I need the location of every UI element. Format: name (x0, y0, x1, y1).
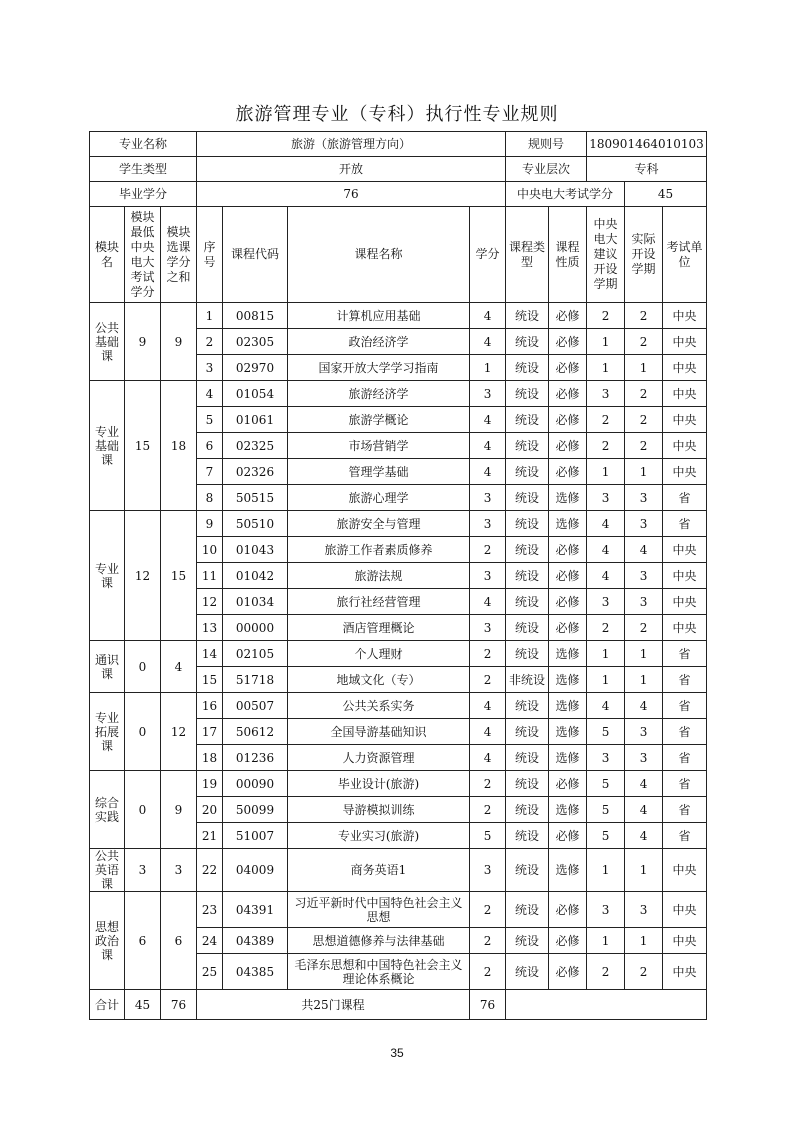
course-type: 统设 (506, 693, 549, 719)
header-actual: 实际开设学期 (625, 207, 663, 303)
course-row (90, 849, 707, 892)
course-nature: 必修 (549, 433, 587, 459)
course-type: 统设 (506, 329, 549, 355)
rule-no-value: 180901464010103 (587, 132, 707, 157)
course-name: 管理学基础 (288, 459, 470, 485)
course-seq: 3 (197, 355, 223, 381)
course-credit: 2 (470, 797, 506, 823)
course-nature: 选修 (549, 485, 587, 511)
course-nature: 必修 (549, 381, 587, 407)
course-exam-unit: 中央 (663, 355, 707, 381)
course-actual-term: 1 (625, 459, 663, 485)
course-name: 导游模拟训练 (288, 797, 470, 823)
course-nature: 必修 (549, 355, 587, 381)
course-code: 51718 (223, 667, 288, 693)
course-seq: 25 (197, 954, 223, 990)
course-suggested-term: 2 (587, 433, 625, 459)
course-suggested-term: 3 (587, 381, 625, 407)
course-exam-unit: 省 (663, 485, 707, 511)
course-actual-term: 4 (625, 823, 663, 849)
module-name-major-basic: 专业基础课 (90, 381, 125, 511)
course-exam-unit: 中央 (663, 615, 707, 641)
course-suggested-term: 4 (587, 563, 625, 589)
module-name-extension: 专业拓展课 (90, 693, 125, 771)
course-name: 旅游安全与管理 (288, 511, 470, 537)
module-name-public-basic: 公共基础课 (90, 303, 125, 381)
course-exam-unit: 省 (663, 771, 707, 797)
course-nature: 必修 (549, 892, 587, 928)
module-elective-sum: 9 (161, 771, 197, 849)
course-seq: 6 (197, 433, 223, 459)
course-type: 统设 (506, 537, 549, 563)
course-suggested-term: 1 (587, 355, 625, 381)
header-nature: 课程性质 (549, 207, 587, 303)
course-type: 统设 (506, 433, 549, 459)
course-actual-term: 1 (625, 928, 663, 954)
course-exam-unit: 省 (663, 511, 707, 537)
course-suggested-term: 1 (587, 329, 625, 355)
course-code: 50510 (223, 511, 288, 537)
student-type-label: 学生类型 (90, 157, 197, 182)
course-suggested-term: 2 (587, 407, 625, 433)
header-name: 课程名称 (288, 207, 470, 303)
total-blank (506, 990, 707, 1020)
course-code: 02326 (223, 459, 288, 485)
course-type: 统设 (506, 407, 549, 433)
course-exam-unit: 中央 (663, 563, 707, 589)
course-name: 旅游经济学 (288, 381, 470, 407)
course-seq: 13 (197, 615, 223, 641)
credits-value: 76 (197, 182, 506, 207)
course-credit: 3 (470, 563, 506, 589)
course-actual-term: 1 (625, 355, 663, 381)
course-code: 01061 (223, 407, 288, 433)
course-name: 国家开放大学学习指南 (288, 355, 470, 381)
course-code: 02970 (223, 355, 288, 381)
course-suggested-term: 2 (587, 954, 625, 990)
course-name: 酒店管理概论 (288, 615, 470, 641)
central-exam-label: 中央电大考试学分 (506, 182, 625, 207)
course-exam-unit: 中央 (663, 303, 707, 329)
course-seq: 14 (197, 641, 223, 667)
course-nature: 选修 (549, 693, 587, 719)
course-credit: 2 (470, 537, 506, 563)
course-code: 01236 (223, 745, 288, 771)
course-code: 00815 (223, 303, 288, 329)
course-seq: 11 (197, 563, 223, 589)
course-name: 地域文化（专） (288, 667, 470, 693)
module-min-central: 3 (125, 849, 161, 892)
course-exam-unit: 中央 (663, 537, 707, 563)
course-type: 统设 (506, 719, 549, 745)
course-seq: 17 (197, 719, 223, 745)
header-module: 模块名 (90, 207, 125, 303)
course-credit: 2 (470, 892, 506, 928)
course-seq: 23 (197, 892, 223, 928)
course-code: 51007 (223, 823, 288, 849)
course-type: 统设 (506, 355, 549, 381)
course-exam-unit: 省 (663, 719, 707, 745)
course-credit: 3 (470, 849, 506, 892)
course-actual-term: 1 (625, 641, 663, 667)
course-actual-term: 2 (625, 954, 663, 990)
major-label: 专业名称 (90, 132, 197, 157)
module-name-practice: 综合实践 (90, 771, 125, 849)
course-code: 50515 (223, 485, 288, 511)
course-type: 统设 (506, 954, 549, 990)
course-seq: 12 (197, 589, 223, 615)
course-credit: 2 (470, 928, 506, 954)
course-exam-unit: 中央 (663, 329, 707, 355)
course-actual-term: 3 (625, 511, 663, 537)
course-credit: 4 (470, 407, 506, 433)
course-credit: 4 (470, 433, 506, 459)
course-actual-term: 2 (625, 381, 663, 407)
course-name: 旅游法规 (288, 563, 470, 589)
module-min-central: 12 (125, 511, 161, 641)
course-suggested-term: 1 (587, 459, 625, 485)
course-name: 毛泽东思想和中国特色社会主义理论体系概论 (288, 954, 470, 990)
course-actual-term: 4 (625, 797, 663, 823)
course-name: 全国导游基础知识 (288, 719, 470, 745)
course-code: 01034 (223, 589, 288, 615)
course-type: 统设 (506, 589, 549, 615)
course-type: 统设 (506, 459, 549, 485)
course-code: 02305 (223, 329, 288, 355)
course-name: 专业实习(旅游) (288, 823, 470, 849)
course-credit: 2 (470, 771, 506, 797)
course-suggested-term: 1 (587, 928, 625, 954)
module-elective-sum: 4 (161, 641, 197, 693)
course-name: 旅行社经营管理 (288, 589, 470, 615)
course-row (90, 641, 707, 667)
course-exam-unit: 省 (663, 667, 707, 693)
header-min-central: 模块最低中央电大考试学分 (125, 207, 161, 303)
course-suggested-term: 2 (587, 615, 625, 641)
course-actual-term: 3 (625, 485, 663, 511)
course-name: 政治经济学 (288, 329, 470, 355)
total-label: 合计 (90, 990, 125, 1020)
course-type: 统设 (506, 303, 549, 329)
module-elective-sum: 15 (161, 511, 197, 641)
course-credit: 3 (470, 381, 506, 407)
course-suggested-term: 5 (587, 771, 625, 797)
course-actual-term: 1 (625, 849, 663, 892)
course-seq: 22 (197, 849, 223, 892)
course-type: 统设 (506, 771, 549, 797)
info-row-type (90, 157, 707, 182)
course-seq: 21 (197, 823, 223, 849)
course-row (90, 771, 707, 797)
course-credit: 5 (470, 823, 506, 849)
course-nature: 选修 (549, 719, 587, 745)
module-elective-sum: 12 (161, 693, 197, 771)
info-row-credits (90, 182, 707, 207)
course-credit: 3 (470, 485, 506, 511)
course-type: 统设 (506, 381, 549, 407)
course-nature: 必修 (549, 459, 587, 485)
course-name: 商务英语1 (288, 849, 470, 892)
course-type: 非统设 (506, 667, 549, 693)
course-exam-unit: 中央 (663, 928, 707, 954)
course-nature: 必修 (549, 928, 587, 954)
course-nature: 必修 (549, 823, 587, 849)
course-type: 统设 (506, 823, 549, 849)
course-row (90, 303, 707, 329)
total-courses: 共25门课程 (197, 990, 470, 1020)
course-name: 思想道德修养与法律基础 (288, 928, 470, 954)
course-nature: 必修 (549, 954, 587, 990)
central-exam-value: 45 (625, 182, 707, 207)
course-credit: 3 (470, 615, 506, 641)
course-suggested-term: 4 (587, 537, 625, 563)
course-type: 统设 (506, 641, 549, 667)
course-type: 统设 (506, 928, 549, 954)
course-seq: 5 (197, 407, 223, 433)
course-code: 01042 (223, 563, 288, 589)
course-suggested-term: 1 (587, 849, 625, 892)
course-code: 00507 (223, 693, 288, 719)
course-credit: 2 (470, 667, 506, 693)
course-actual-term: 1 (625, 667, 663, 693)
course-nature: 选修 (549, 797, 587, 823)
rules-table (89, 131, 707, 1020)
course-row (90, 511, 707, 537)
course-row (90, 381, 707, 407)
course-exam-unit: 中央 (663, 892, 707, 928)
course-seq: 15 (197, 667, 223, 693)
course-seq: 18 (197, 745, 223, 771)
total-row (90, 990, 707, 1020)
course-actual-term: 2 (625, 329, 663, 355)
module-min-central: 0 (125, 771, 161, 849)
course-actual-term: 4 (625, 771, 663, 797)
header-credit: 学分 (470, 207, 506, 303)
course-credit: 4 (470, 719, 506, 745)
course-suggested-term: 3 (587, 745, 625, 771)
course-code: 00090 (223, 771, 288, 797)
module-min-central: 9 (125, 303, 161, 381)
course-credit: 1 (470, 355, 506, 381)
course-type: 统设 (506, 797, 549, 823)
course-type: 统设 (506, 615, 549, 641)
course-actual-term: 4 (625, 537, 663, 563)
course-type: 统设 (506, 511, 549, 537)
student-type-value: 开放 (197, 157, 506, 182)
course-credit: 4 (470, 329, 506, 355)
header-seq: 序号 (197, 207, 223, 303)
course-actual-term: 3 (625, 563, 663, 589)
course-nature: 必修 (549, 589, 587, 615)
course-exam-unit: 中央 (663, 407, 707, 433)
header-suggested: 中央电大建议开设学期 (587, 207, 625, 303)
course-nature: 选修 (549, 511, 587, 537)
course-type: 统设 (506, 745, 549, 771)
course-suggested-term: 3 (587, 485, 625, 511)
course-name: 计算机应用基础 (288, 303, 470, 329)
level-label: 专业层次 (506, 157, 587, 182)
course-actual-term: 2 (625, 407, 663, 433)
course-row (90, 693, 707, 719)
course-name: 市场营销学 (288, 433, 470, 459)
course-exam-unit: 中央 (663, 381, 707, 407)
course-row (90, 892, 707, 928)
course-code: 50612 (223, 719, 288, 745)
course-name: 习近平新时代中国特色社会主义思想 (288, 892, 470, 928)
course-exam-unit: 省 (663, 693, 707, 719)
course-name: 个人理财 (288, 641, 470, 667)
course-nature: 必修 (549, 771, 587, 797)
rules-table-body (90, 132, 707, 1020)
course-nature: 必修 (549, 563, 587, 589)
total-elective-sum: 76 (161, 990, 197, 1020)
course-name: 旅游工作者素质修养 (288, 537, 470, 563)
header-elective-sum: 模块选课学分之和 (161, 207, 197, 303)
course-suggested-term: 3 (587, 589, 625, 615)
course-exam-unit: 中央 (663, 589, 707, 615)
course-seq: 1 (197, 303, 223, 329)
course-credit: 4 (470, 589, 506, 615)
course-suggested-term: 5 (587, 797, 625, 823)
header-row (90, 207, 707, 303)
course-nature: 必修 (549, 615, 587, 641)
credits-label: 毕业学分 (90, 182, 197, 207)
course-name: 公共关系实务 (288, 693, 470, 719)
header-type: 课程类型 (506, 207, 549, 303)
course-nature: 选修 (549, 667, 587, 693)
level-value: 专科 (587, 157, 707, 182)
total-min-central: 45 (125, 990, 161, 1020)
course-code: 01043 (223, 537, 288, 563)
course-suggested-term: 2 (587, 303, 625, 329)
course-nature: 必修 (549, 407, 587, 433)
module-name-english: 公共英语课 (90, 849, 125, 892)
header-code: 课程代码 (223, 207, 288, 303)
course-exam-unit: 省 (663, 823, 707, 849)
course-exam-unit: 中央 (663, 433, 707, 459)
course-actual-term: 3 (625, 589, 663, 615)
course-seq: 16 (197, 693, 223, 719)
module-elective-sum: 6 (161, 892, 197, 990)
course-actual-term: 2 (625, 433, 663, 459)
course-exam-unit: 中央 (663, 459, 707, 485)
course-suggested-term: 4 (587, 511, 625, 537)
course-credit: 2 (470, 954, 506, 990)
rule-no-label: 规则号 (506, 132, 587, 157)
course-name: 旅游心理学 (288, 485, 470, 511)
course-seq: 10 (197, 537, 223, 563)
module-name-general: 通识课 (90, 641, 125, 693)
page-number: 35 (390, 1046, 404, 1060)
course-nature: 选修 (549, 745, 587, 771)
course-credit: 3 (470, 511, 506, 537)
course-seq: 9 (197, 511, 223, 537)
course-seq: 24 (197, 928, 223, 954)
course-code: 04385 (223, 954, 288, 990)
course-type: 统设 (506, 485, 549, 511)
course-exam-unit: 省 (663, 745, 707, 771)
module-min-central: 6 (125, 892, 161, 990)
course-credit: 4 (470, 745, 506, 771)
course-nature: 必修 (549, 537, 587, 563)
course-credit: 4 (470, 693, 506, 719)
total-credit: 76 (470, 990, 506, 1020)
course-seq: 20 (197, 797, 223, 823)
info-row-major (90, 132, 707, 157)
course-actual-term: 4 (625, 693, 663, 719)
course-name: 人力资源管理 (288, 745, 470, 771)
module-min-central: 0 (125, 641, 161, 693)
course-exam-unit: 中央 (663, 849, 707, 892)
course-type: 统设 (506, 849, 549, 892)
course-actual-term: 3 (625, 745, 663, 771)
course-type: 统设 (506, 892, 549, 928)
course-seq: 7 (197, 459, 223, 485)
course-type: 统设 (506, 563, 549, 589)
header-exam-unit: 考试单位 (663, 207, 707, 303)
module-name-major: 专业课 (90, 511, 125, 641)
course-suggested-term: 1 (587, 667, 625, 693)
course-nature: 选修 (549, 849, 587, 892)
course-code: 04389 (223, 928, 288, 954)
module-min-central: 0 (125, 693, 161, 771)
course-actual-term: 2 (625, 303, 663, 329)
course-nature: 必修 (549, 329, 587, 355)
module-min-central: 15 (125, 381, 161, 511)
module-elective-sum: 9 (161, 303, 197, 381)
course-code: 01054 (223, 381, 288, 407)
course-actual-term: 3 (625, 719, 663, 745)
course-seq: 8 (197, 485, 223, 511)
course-actual-term: 2 (625, 615, 663, 641)
course-credit: 4 (470, 459, 506, 485)
course-code: 04009 (223, 849, 288, 892)
course-suggested-term: 1 (587, 641, 625, 667)
course-name: 旅游学概论 (288, 407, 470, 433)
course-suggested-term: 5 (587, 823, 625, 849)
page-title: 旅游管理专业（专科）执行性专业规则 (235, 104, 559, 125)
course-code: 00000 (223, 615, 288, 641)
major-value: 旅游（旅游管理方向） (197, 132, 506, 157)
course-code: 02105 (223, 641, 288, 667)
course-actual-term: 3 (625, 892, 663, 928)
course-name: 毕业设计(旅游) (288, 771, 470, 797)
course-code: 04391 (223, 892, 288, 928)
course-credit: 4 (470, 303, 506, 329)
course-suggested-term: 5 (587, 719, 625, 745)
course-exam-unit: 中央 (663, 954, 707, 990)
course-suggested-term: 3 (587, 892, 625, 928)
course-seq: 19 (197, 771, 223, 797)
course-nature: 必修 (549, 303, 587, 329)
module-elective-sum: 18 (161, 381, 197, 511)
course-seq: 4 (197, 381, 223, 407)
course-exam-unit: 省 (663, 797, 707, 823)
module-name-politics: 思想政治课 (90, 892, 125, 990)
course-suggested-term: 4 (587, 693, 625, 719)
course-code: 02325 (223, 433, 288, 459)
course-seq: 2 (197, 329, 223, 355)
course-nature: 选修 (549, 641, 587, 667)
course-code: 50099 (223, 797, 288, 823)
course-credit: 2 (470, 641, 506, 667)
module-elective-sum: 3 (161, 849, 197, 892)
course-exam-unit: 省 (663, 641, 707, 667)
